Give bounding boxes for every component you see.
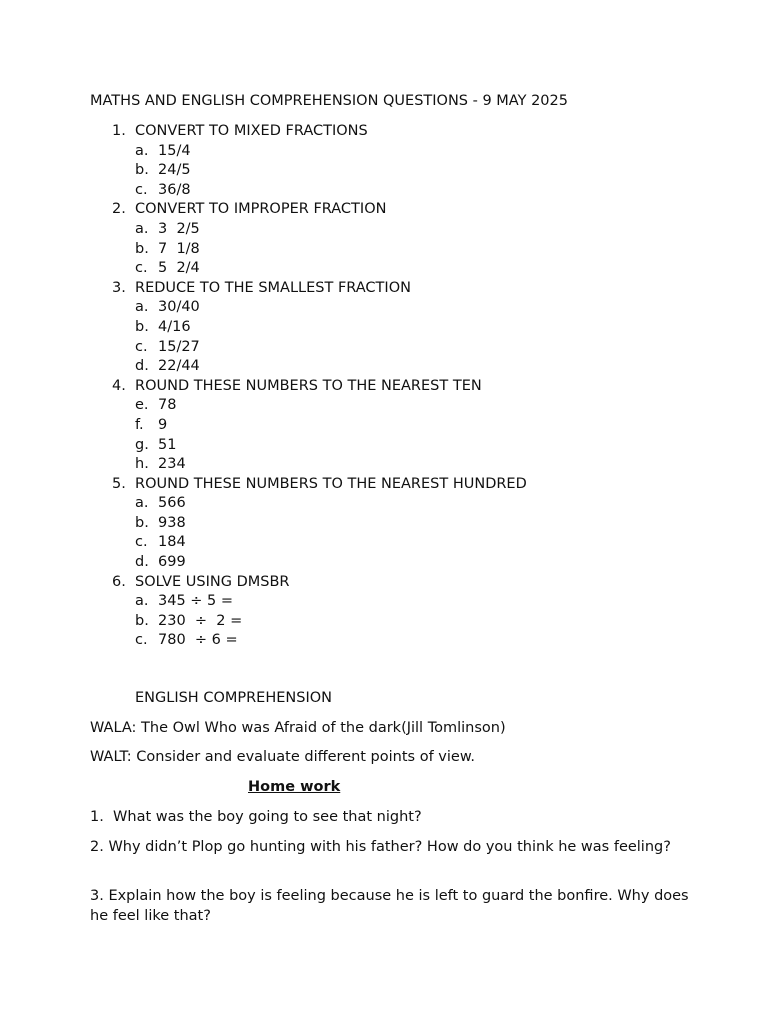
question-item xyxy=(0,259,768,279)
item-value: 15/27 xyxy=(158,338,200,355)
item-letter: c. xyxy=(135,632,148,649)
item-value: 184 xyxy=(158,534,186,551)
question-number: 6. xyxy=(112,573,126,590)
walt-line: WALT: Consider and evaluate different points of view. xyxy=(90,749,475,765)
question-item xyxy=(0,318,768,338)
question-item xyxy=(0,142,768,162)
item-value: 7 1/8 xyxy=(158,240,200,257)
question-item xyxy=(0,612,768,632)
question-item xyxy=(0,161,768,181)
question-text: CONVERT TO MIXED FRACTIONS xyxy=(135,123,368,139)
item-value: 938 xyxy=(158,514,186,531)
question-item xyxy=(0,533,768,553)
question-text: ROUND THESE NUMBERS TO THE NEAREST TEN xyxy=(135,377,482,394)
question-text: SOLVE USING DMSBR xyxy=(135,573,290,590)
question-item xyxy=(0,181,768,201)
question-item xyxy=(0,338,768,358)
item-letter: b. xyxy=(135,514,149,531)
page-title: MATHS AND ENGLISH COMPREHENSION QUESTIONS - 9 MAY 2025 xyxy=(90,93,568,109)
wala-line: WALA: The Owl Who was Afraid of the dark(Jill Tomlinson) xyxy=(90,720,506,736)
item-letter: b. xyxy=(135,318,149,335)
item-value: 22/44 xyxy=(158,358,200,375)
item-letter: c. xyxy=(135,181,148,198)
question-item xyxy=(0,631,768,651)
item-letter: b. xyxy=(135,240,149,257)
item-letter: c. xyxy=(135,338,148,355)
homework-question: 3. Explain how the boy is feeling because he is left to guard the bonfire. Why does he feel like that? xyxy=(90,888,689,924)
question-item xyxy=(0,220,768,240)
item-letter: a. xyxy=(135,495,149,512)
item-value: 24/5 xyxy=(158,162,191,179)
question-text: REDUCE TO THE SMALLEST FRACTION xyxy=(135,279,411,296)
item-letter: a. xyxy=(135,142,149,159)
question-number: 5. xyxy=(112,475,126,492)
english-section-heading: ENGLISH COMPREHENSION xyxy=(135,690,332,706)
item-value: 9 xyxy=(158,416,168,433)
item-letter: a. xyxy=(135,299,149,316)
item-value: 78 xyxy=(158,397,177,414)
item-value: 234 xyxy=(158,456,186,473)
item-value: 566 xyxy=(158,495,186,512)
question-number: 1. xyxy=(112,123,126,139)
item-letter: b. xyxy=(135,162,149,179)
item-value: 230 ÷ 2 = xyxy=(158,612,243,629)
question-item xyxy=(0,396,768,416)
question-item xyxy=(0,514,768,534)
homework-question: 1. What was the boy going to see that night? xyxy=(90,809,422,825)
item-value: 4/16 xyxy=(158,318,191,335)
question-item xyxy=(0,436,768,456)
question-number: 4. xyxy=(112,377,126,394)
item-letter: h. xyxy=(135,456,149,473)
maths-question xyxy=(0,122,768,142)
question-item xyxy=(0,357,768,377)
item-letter: f. xyxy=(135,416,144,433)
item-value: 3 2/5 xyxy=(158,220,200,237)
question-item xyxy=(0,455,768,475)
item-letter: e. xyxy=(135,397,149,414)
item-value: 5 2/4 xyxy=(158,260,200,277)
question-text: ROUND THESE NUMBERS TO THE NEAREST HUNDRED xyxy=(135,475,527,492)
maths-question xyxy=(0,377,768,397)
item-value: 780 ÷ 6 = xyxy=(158,632,238,649)
item-letter: c. xyxy=(135,260,148,277)
question-item xyxy=(0,592,768,612)
question-item xyxy=(0,240,768,260)
item-value: 699 xyxy=(158,554,186,571)
item-value: 15/4 xyxy=(158,142,191,159)
homework-question: 2. Why didn’t Plop go hunting with his father? How do you think he was feeling? xyxy=(90,839,671,855)
item-letter: d. xyxy=(135,554,149,571)
item-value: 345 ÷ 5 = xyxy=(158,593,234,610)
question-item xyxy=(0,416,768,436)
question-number: 2. xyxy=(112,201,126,218)
item-value: 36/8 xyxy=(158,181,191,198)
item-letter: a. xyxy=(135,220,149,237)
question-number: 3. xyxy=(112,279,126,296)
question-item xyxy=(0,553,768,573)
maths-question xyxy=(0,475,768,495)
item-value: 30/40 xyxy=(158,299,200,316)
maths-question xyxy=(0,200,768,220)
item-letter: d. xyxy=(135,358,149,375)
item-letter: g. xyxy=(135,436,149,453)
maths-question xyxy=(0,279,768,299)
item-letter: a. xyxy=(135,593,149,610)
question-item xyxy=(0,298,768,318)
maths-question-list xyxy=(0,122,768,651)
item-letter: c. xyxy=(135,534,148,551)
maths-question xyxy=(0,573,768,593)
item-letter: b. xyxy=(135,612,149,629)
question-text: CONVERT TO IMPROPER FRACTION xyxy=(135,201,387,218)
homework-heading: Home work xyxy=(248,779,341,795)
question-item xyxy=(0,494,768,514)
item-value: 51 xyxy=(158,436,177,453)
